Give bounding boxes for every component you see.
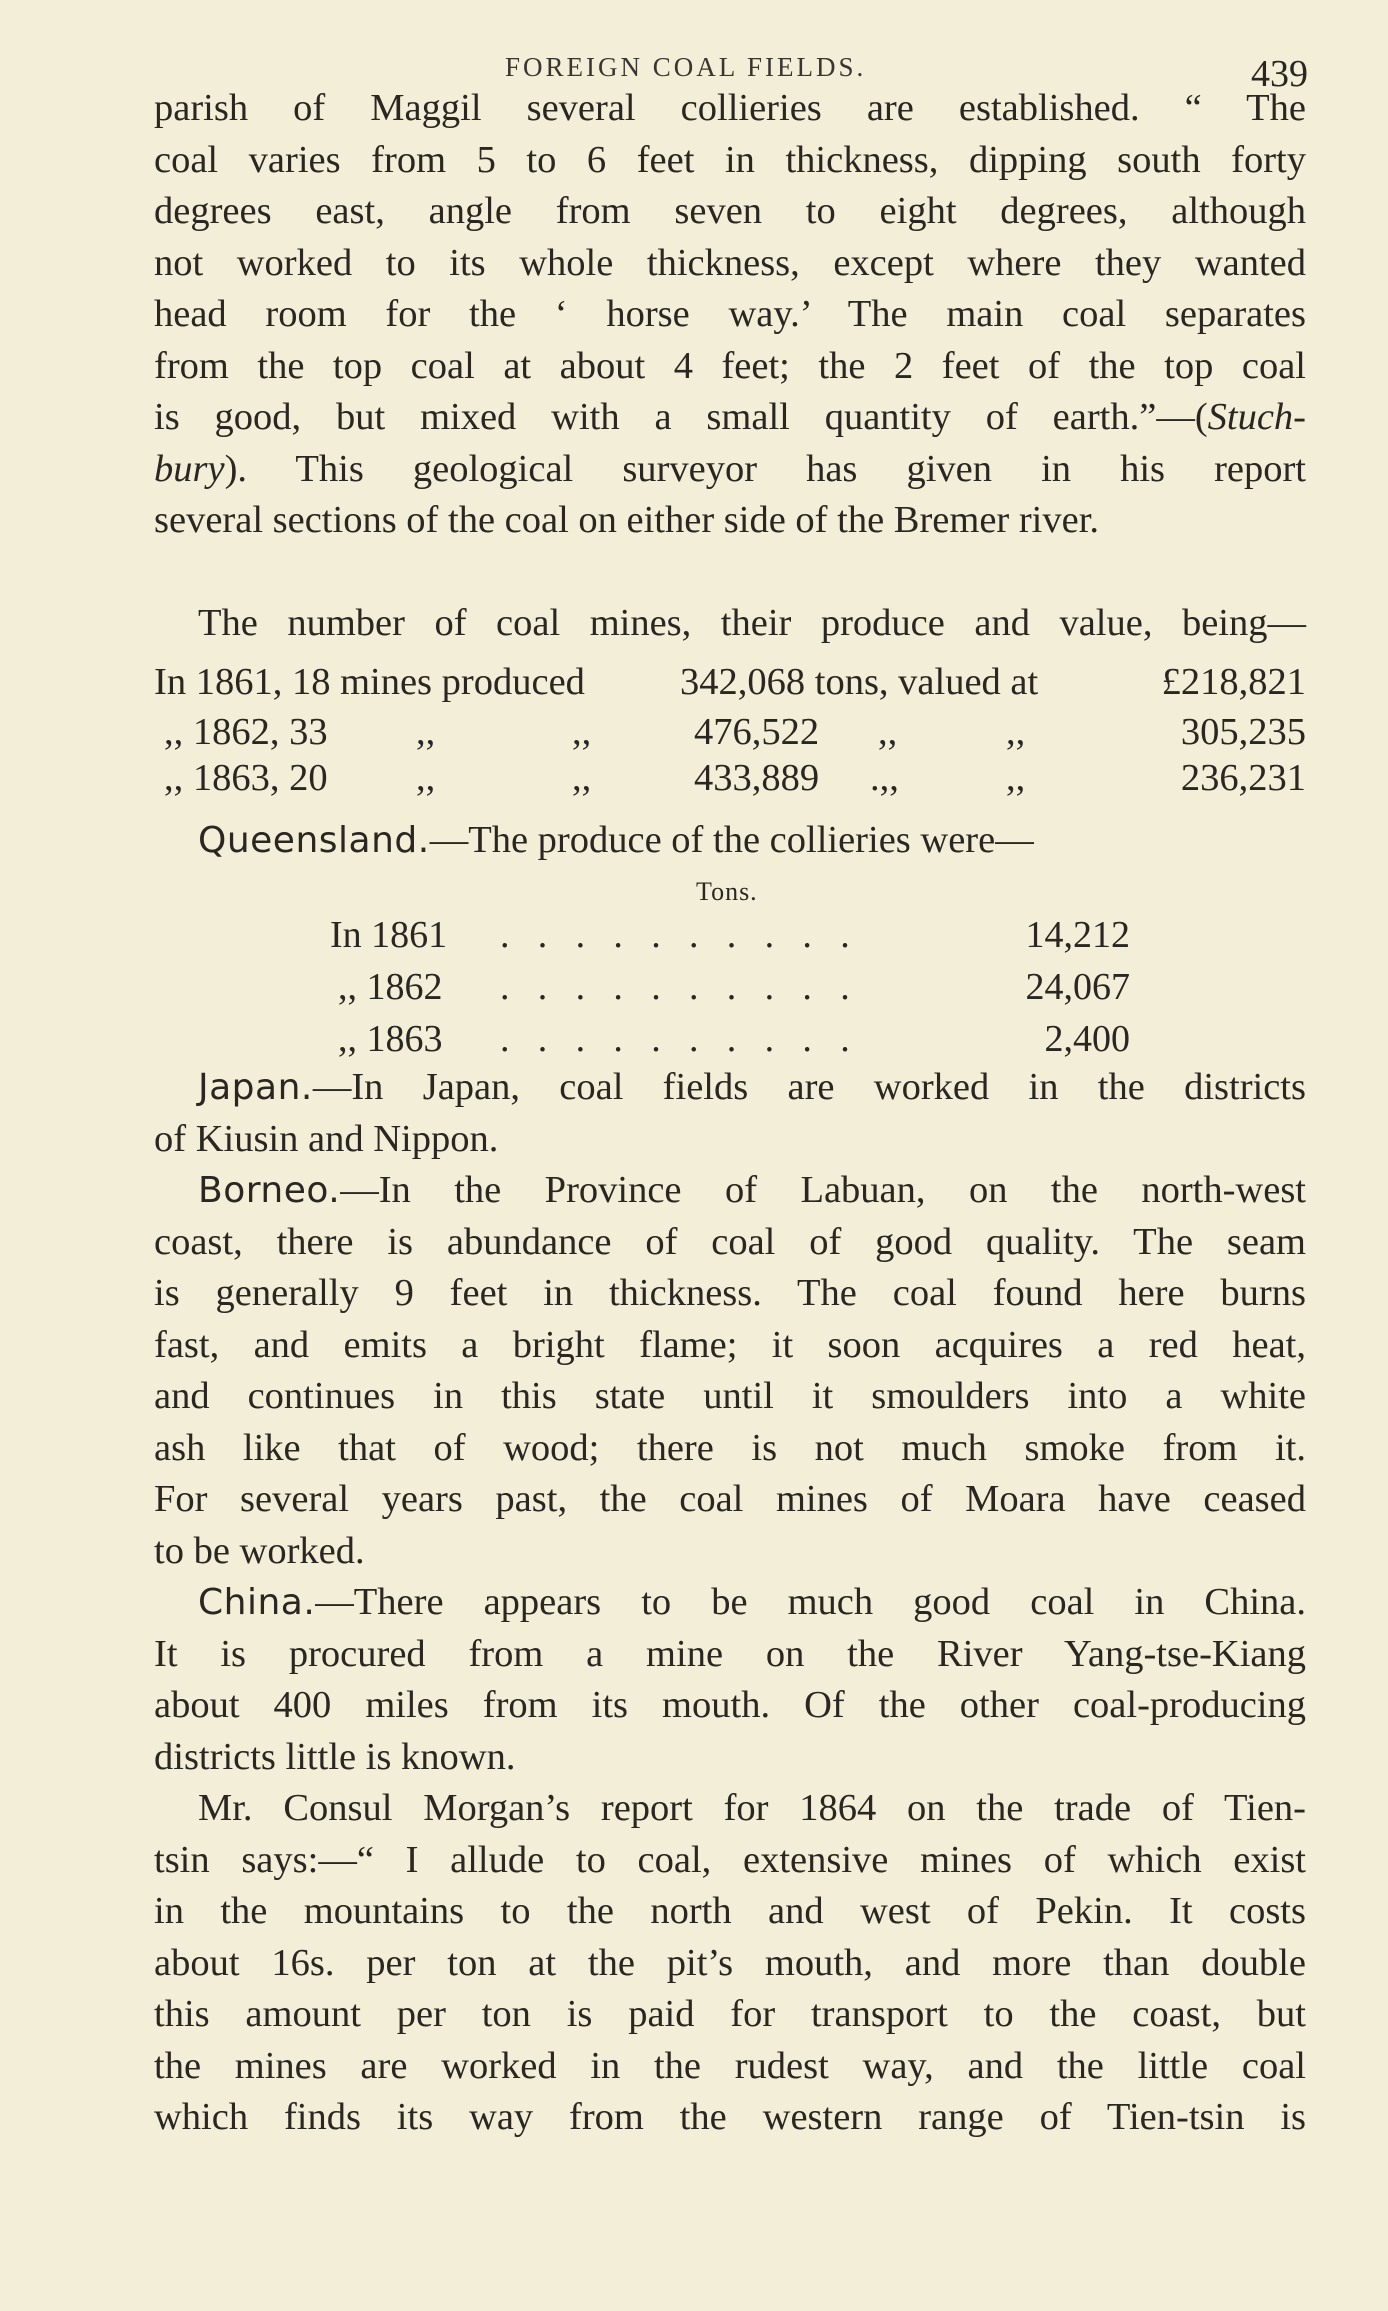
row-tons: 433,889 <box>694 757 820 799</box>
text-run: —In the Province of Labuan, on the north-west <box>340 1169 1306 1211</box>
section-heading: Japan. <box>198 1067 313 1108</box>
japan-paragraph <box>154 1062 1306 1165</box>
text-line <box>154 1165 1306 1217</box>
text-line: coast, there is abundance of coal of good quality. The seam <box>154 1220 1306 1263</box>
tons-column-header: Tons. <box>696 877 758 906</box>
citation-italic: bury <box>154 447 225 490</box>
row-tons: 2,400 <box>1044 1018 1130 1060</box>
section-heading: China. <box>198 1582 316 1623</box>
text-line: For several years past, the coal mines of Moara have ceased <box>154 1478 1306 1520</box>
text-line: The number of coal mines, their produce and value, being— <box>198 602 1306 644</box>
morgan-paragraph <box>154 1783 1306 2144</box>
row-year: In 1861, 18 mines produced <box>154 661 585 703</box>
row-tons: 476,522 <box>694 711 820 753</box>
text-run: —The produce of the collieries were— <box>429 819 1034 861</box>
row-year: ,, 1863 <box>338 1018 443 1060</box>
row-value: 305,235 <box>1180 711 1306 753</box>
text-line: coal varies from 5 to 6 feet in thickness, dipping south forty <box>154 138 1306 181</box>
borneo-paragraph <box>154 1165 1306 1577</box>
text-line: fast, and emits a bright flame; it soon acquires a red heat, <box>154 1323 1306 1366</box>
text-line: It is procured from a mine on the River Yang-tse-Kiang <box>154 1632 1306 1675</box>
text-run: —There appears to be much good coal in China. <box>315 1581 1306 1623</box>
text-line: Mr. Consul Morgan’s report for 1864 on the trade of Tien- <box>198 1787 1306 1829</box>
text-line: to be worked. <box>154 1529 365 1572</box>
ditto-mark: ,, <box>416 757 436 799</box>
text-line: several sections of the coal on either side of the Bremer river. <box>154 499 1100 541</box>
text-line <box>154 1062 1306 1114</box>
text-line: in the mountains to the north and west of Pekin. It costs <box>154 1890 1306 1932</box>
queensland-table <box>330 913 1130 1069</box>
paragraph-maggil <box>154 83 1306 547</box>
section-heading: Queensland. <box>198 820 430 861</box>
table-row <box>154 756 1306 802</box>
leader-dots: . . . . . . . . . . <box>500 914 860 956</box>
text-line: about 16s. per ton at the pit’s mouth, and more than double <box>154 1941 1306 1984</box>
ditto-mark: ,, <box>1006 711 1026 753</box>
text-line: parish of Maggil several collieries are established. “ The <box>154 87 1306 129</box>
row-year: ,, 1862, 33 <box>164 711 328 753</box>
citation-italic: Stuch- <box>1207 396 1306 438</box>
text-line <box>154 392 1306 444</box>
page-number: 439 <box>1251 53 1308 95</box>
table-row <box>154 660 1306 706</box>
text-line: about 400 miles from its mouth. Of the other coal-producing <box>154 1684 1306 1726</box>
running-title: FOREIGN COAL FIELDS. <box>505 52 867 82</box>
text-line: this amount per ton is paid for transport to the coast, but <box>154 1993 1306 2035</box>
ditto-mark: ,, <box>572 711 592 753</box>
row-year: ,, 1863, 20 <box>164 757 328 799</box>
table-row <box>154 710 1306 756</box>
intro-paragraph <box>154 598 1306 650</box>
text-line: of Kiusin and Nippon. <box>154 1117 499 1160</box>
ditto-mark: .,, <box>870 757 899 799</box>
leader-dots: . . . . . . . . . . <box>500 1018 860 1060</box>
text-line: which finds its way from the western range of Tien-tsin is <box>154 2096 1306 2138</box>
text-line: and continues in this state until it smoulders into a white <box>154 1375 1306 1417</box>
ditto-mark: ,, <box>572 757 592 799</box>
row-value: £218,821 <box>1161 661 1306 703</box>
queensland-paragraph <box>154 815 1306 867</box>
ditto-mark: ,, <box>416 711 436 753</box>
row-year: In 1861 <box>330 914 448 956</box>
text-line: head room for the ‘ horse way.’ The main coal separates <box>154 293 1306 335</box>
row-tons: 24,067 <box>1025 966 1130 1008</box>
row-year: ,, 1862 <box>338 966 443 1008</box>
text-line: ash like that of wood; there is not much smoke from it. <box>154 1426 1306 1469</box>
text-line: tsin says:—“ I allude to coal, extensive mines of which exist <box>154 1838 1306 1881</box>
leader-dots: . . . . . . . . . . <box>500 966 860 1008</box>
china-paragraph <box>154 1577 1306 1783</box>
text-line: not worked to its whole thickness, except where they wanted <box>154 241 1306 284</box>
text-run: ). This geological surveyor has given in his report <box>224 447 1306 490</box>
row-tons: 14,212 <box>1025 914 1130 956</box>
text-line: from the top coal at about 4 feet; the 2 feet of the top coal <box>154 344 1306 387</box>
row-value: 236,231 <box>1180 757 1306 799</box>
text-line <box>154 444 1306 496</box>
ditto-mark: ,, <box>878 711 898 753</box>
text-line <box>154 1577 1306 1629</box>
text-run: is good, but mixed with a small quantity of earth.”—( <box>154 396 1208 438</box>
text-run: —In Japan, coal fields are worked in the districts <box>312 1066 1306 1108</box>
section-heading: Borneo. <box>198 1170 341 1211</box>
row-tons: 342,068 tons, valued at <box>680 661 1039 703</box>
text-line: the mines are worked in the rudest way, and the little coal <box>154 2044 1306 2087</box>
text-line <box>154 815 1306 867</box>
production-table <box>154 660 1306 802</box>
table-row <box>330 965 1130 1017</box>
text-line: degrees east, angle from seven to eight degrees, although <box>154 190 1306 232</box>
text-line: is generally 9 feet in thickness. The coal found here burns <box>154 1272 1306 1314</box>
table-row <box>330 913 1130 965</box>
ditto-mark: ,, <box>1006 757 1026 799</box>
text-line: districts little is known. <box>154 1735 516 1778</box>
